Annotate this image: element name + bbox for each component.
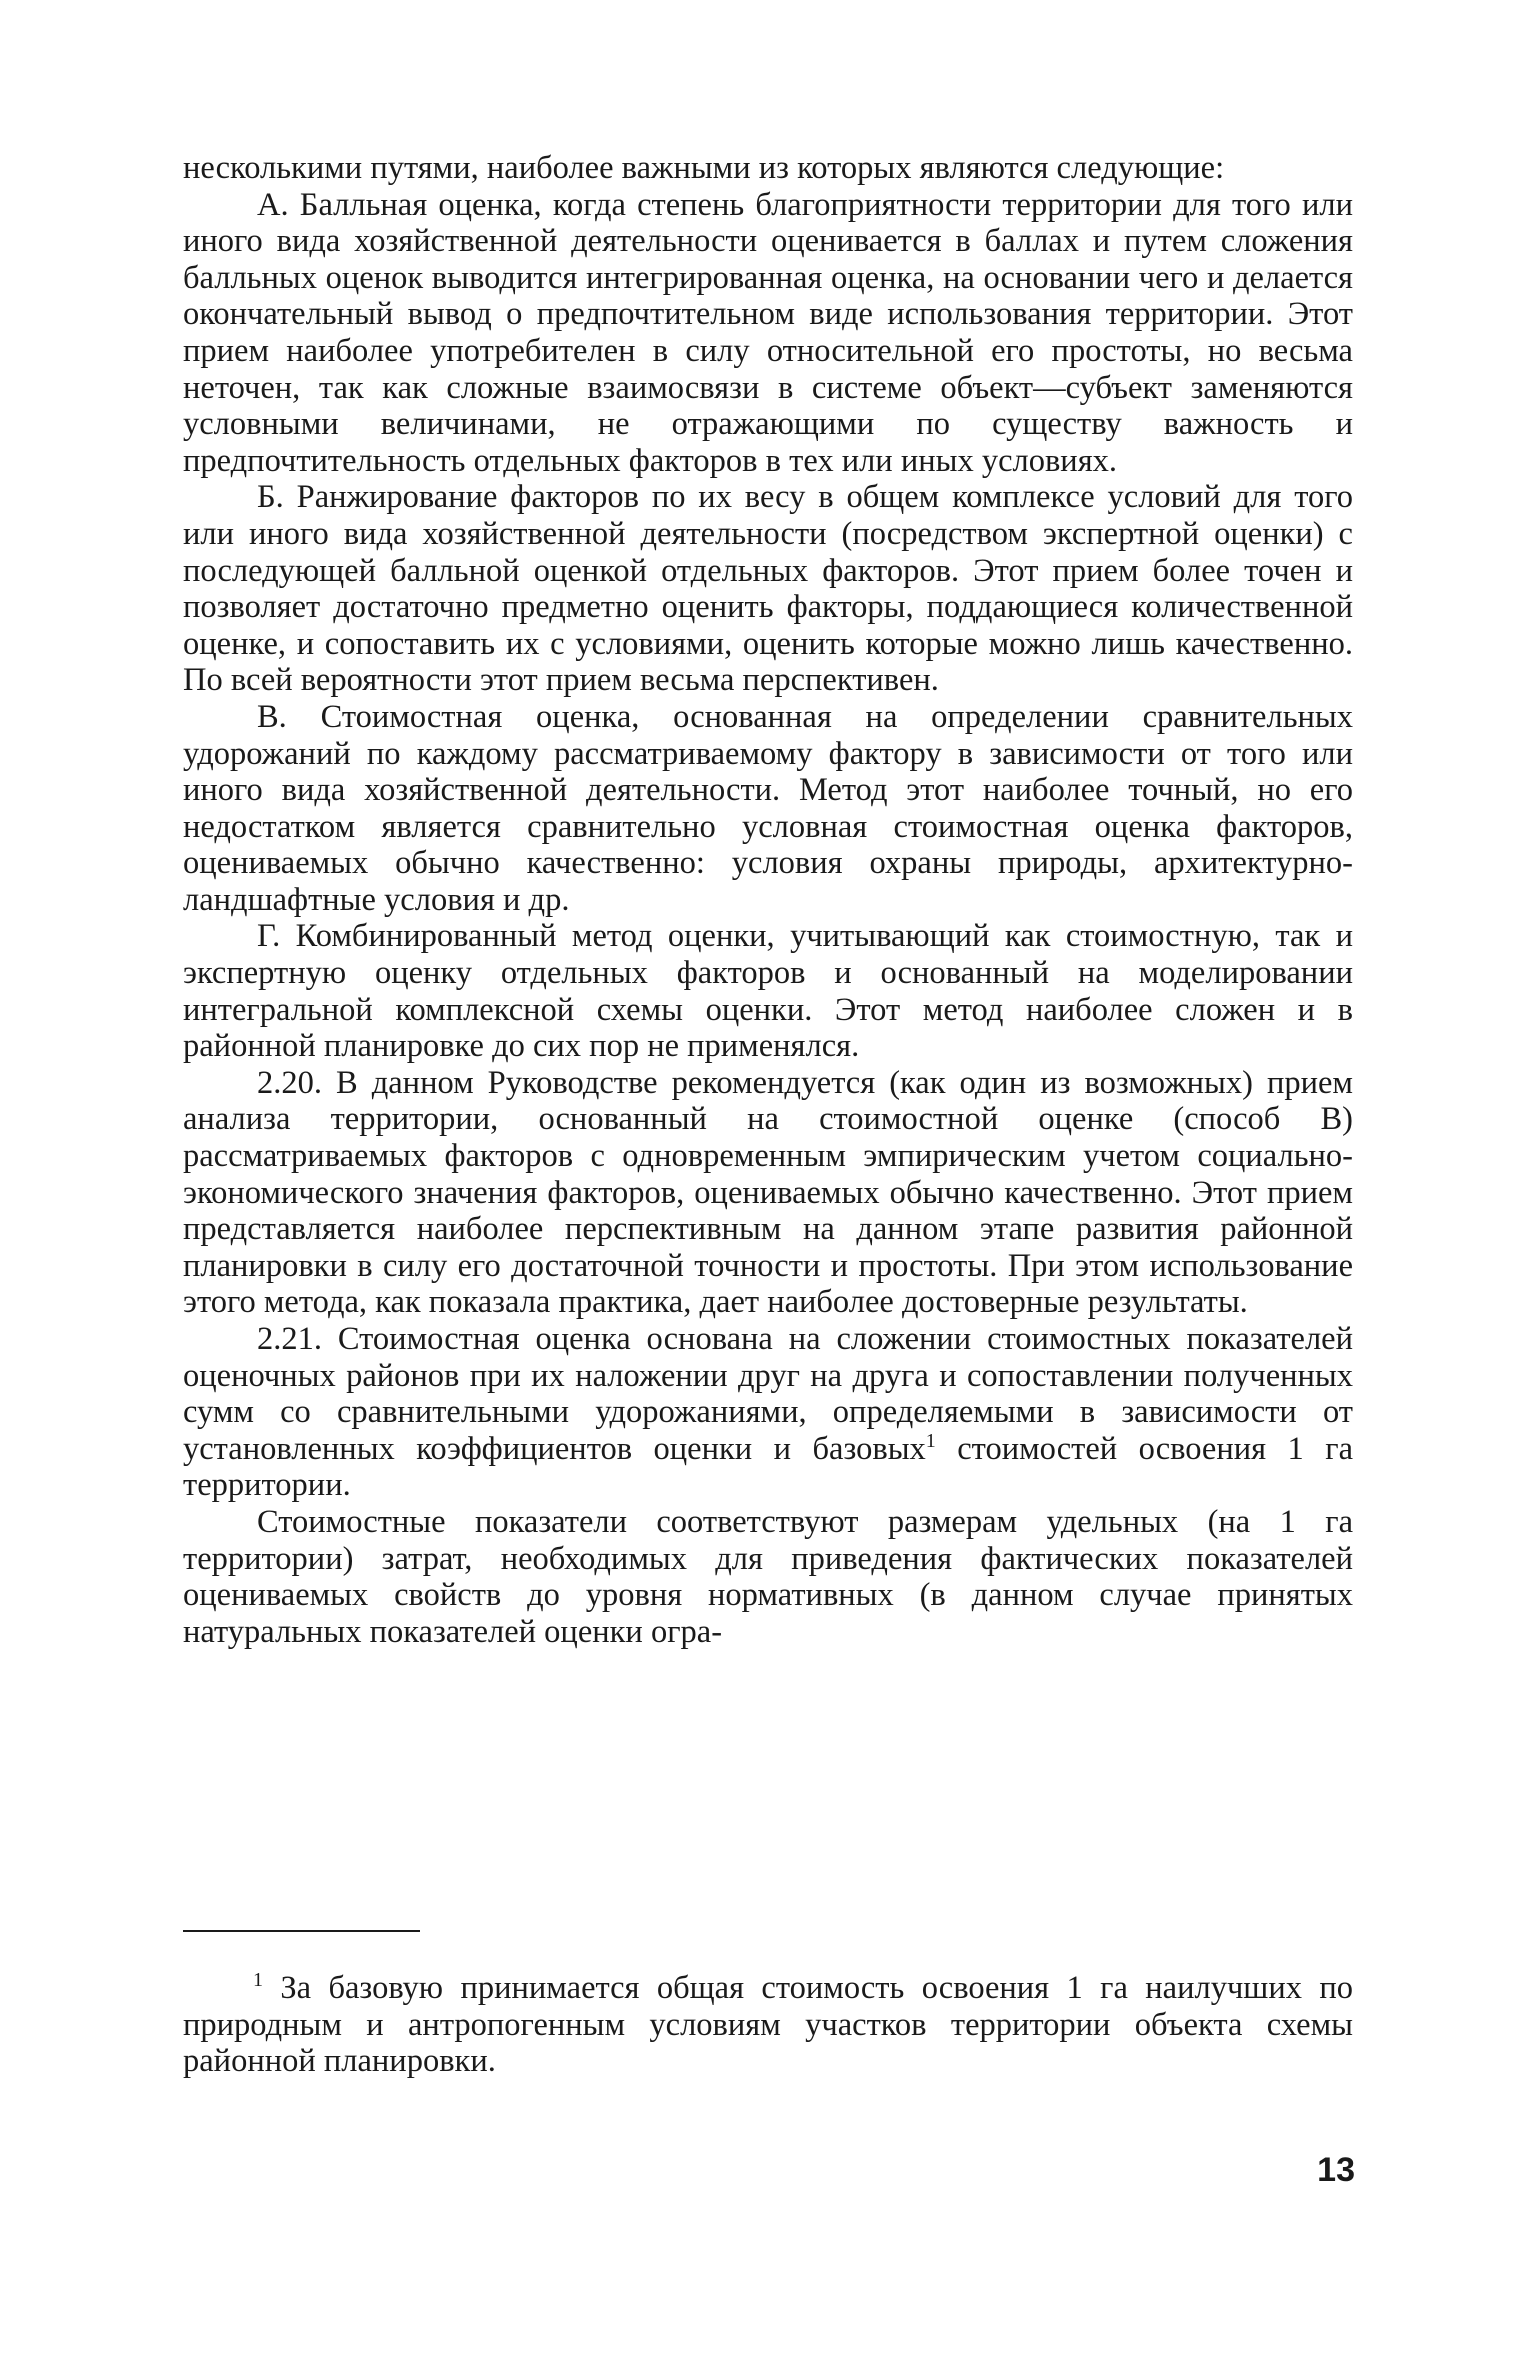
paragraph-cost-indicators: Стоимостные показатели соответствуют размерам удельных (на 1 га территории) затрат, необходимых для приведения фактических показателей оцениваемых свойств до уровня нормативных (в данном случае принятых натуральных показателей оценки огра-: [183, 1503, 1353, 1650]
footnote-marker: 1: [253, 1969, 263, 1991]
footnote-divider: [183, 1930, 420, 1932]
paragraph-method-a: А. Балльная оценка, когда степень благоприятности территории для того или иного вида хозяйственной деятельности оценивается в баллах и путем сложения балльных оценок выводится интегрированная оценка, на основании чего и делается окончательный вывод о предпочтительном виде использования территории. Этот прием наиболее употребителен в силу относительной его простоты, но весьма неточен, так как сложные взаимосвязи в системе объект—субъект заменяются условными величинами, не отражающими по существу важность и предпочтительность отдельных факторов в тех или иных условиях.: [183, 186, 1353, 479]
footnote-text: За базовую принимается общая стоимость освоения 1 га наилучших по природным и антропогенным условиям участков территории объекта схемы районной планировки.: [183, 1970, 1353, 2080]
paragraph-section-2-21: [183, 1321, 1353, 1504]
paragraph-method-v: В. Стоимостная оценка, основанная на определении сравнительных удорожаний по каждому рассматриваемому фактору в зависимости от того или иного вида хозяйственной деятельности. Метод этот наиболее точный, но его недостатком является сравнительно условная стоимостная оценка факторов, оцениваемых обычно качественно: условия охраны природы, архитектурно-ландшафтные условия и др.: [183, 698, 1353, 918]
paragraph-method-b: Б. Ранжирование факторов по их весу в общем комплексе условий для того или иного вида хозяйственной деятельности (посредством экспертной оценки) с последующей балльной оценкой отдельных факторов. Этот прием более точен и позволяет достаточно предметно оценить факторы, поддающиеся количественной оценке, и сопоставить их с условиями, оценить которые можно лишь качественно. По всей вероятности этот прием весьма перспективен.: [183, 479, 1353, 699]
page-number: 13: [1317, 2151, 1355, 2189]
paragraph-section-2-20: 2.20. В данном Руководстве рекомендуется (как один из возможных) прием анализа территории, основанный на стоимостной оценке (способ В) рассматриваемых факторов с одновременным эмпирическим учетом социально-экономического значения факторов, оцениваемых обычно качественно. Этот прием представляется наиболее перспективным на данном этапе развития районной планировки в силу его достаточной точности и простоты. При этом использование этого метода, как показала практика, дает наиболее достоверные результаты.: [183, 1064, 1353, 1321]
paragraph-2-21-text-end: стоимостей освоения 1 га территории.: [183, 1430, 1353, 1504]
paragraph-2-21-text: 2.21. Стоимостная оценка основана на сложении стоимостных показателей оценочных районов при их наложении друг на друга и сопоставлении полученных сумм со сравнительными удорожаниями, определяемыми в зависимости от установленных коэффициентов оценки и базовых: [183, 1321, 1353, 1467]
page-body: [183, 150, 1353, 1650]
paragraph-method-g: Г. Комбинированный метод оценки, учитывающий как стоимостную, так и экспертную оценку отдельных факторов и основанный на моделировании интегральной комплексной схемы оценки. Этот метод наиболее сложен и в районной планировке до сих пор не применялся.: [183, 918, 1353, 1065]
footnote: [183, 1970, 1353, 2080]
footnote-reference: 1: [925, 1429, 936, 1452]
paragraph-intro: несколькими путями, наиболее важными из которых являются следующие:: [183, 150, 1225, 186]
